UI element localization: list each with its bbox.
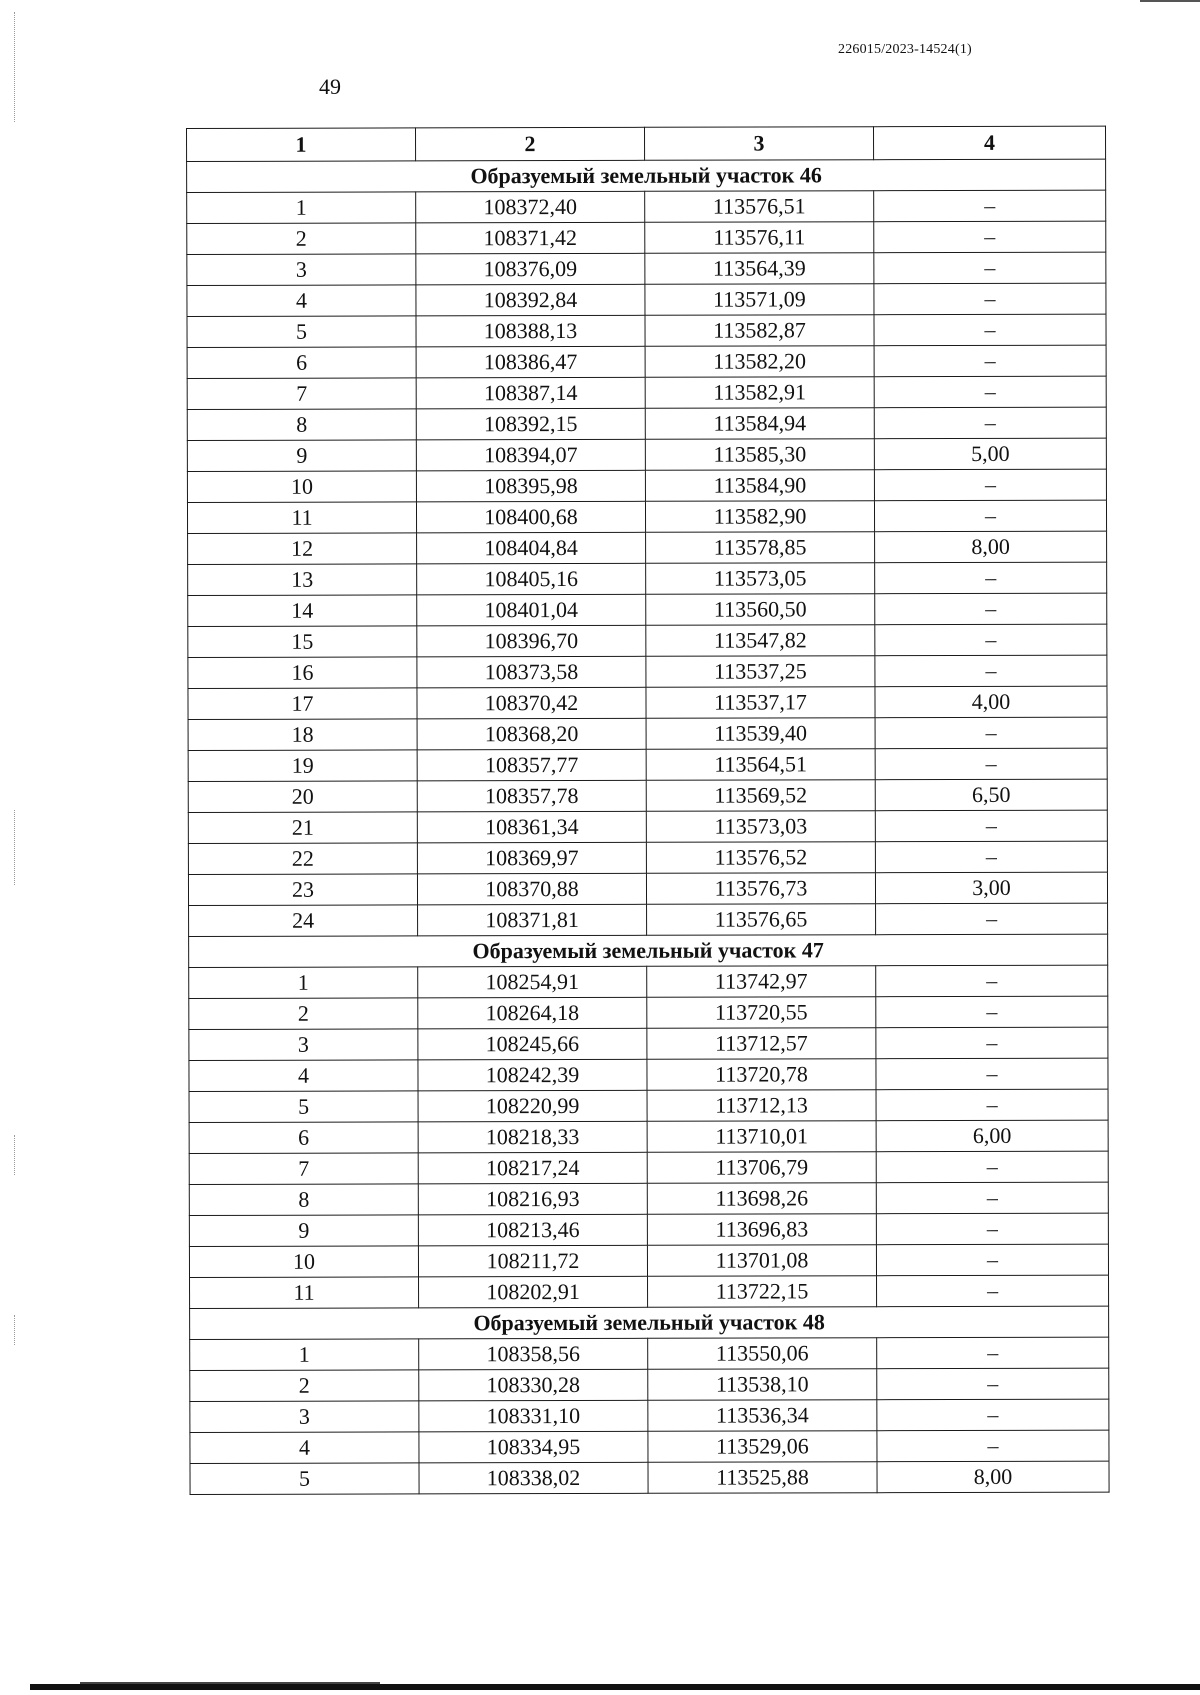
x-coordinate-cell: 108357,77: [417, 749, 646, 781]
table-row: [190, 1461, 1109, 1494]
margin-scan-dots: [14, 1135, 18, 1175]
value-cell: 5,00: [874, 438, 1106, 470]
value-cell: –: [875, 655, 1107, 687]
value-cell: –: [875, 748, 1107, 780]
point-number-cell: 9: [189, 1215, 418, 1247]
table-row: [190, 1337, 1109, 1370]
point-number-cell: 22: [188, 843, 417, 875]
table-row: [188, 748, 1107, 781]
value-cell: –: [876, 965, 1108, 997]
point-number-cell: 11: [190, 1277, 419, 1309]
point-number-cell: 2: [187, 223, 416, 255]
y-coordinate-cell: 113582,90: [645, 501, 874, 533]
value-cell: –: [874, 376, 1106, 408]
point-number-cell: 9: [187, 440, 416, 472]
y-coordinate-cell: 113712,13: [647, 1090, 876, 1122]
point-number-cell: 12: [188, 533, 417, 565]
value-cell: –: [875, 810, 1107, 842]
y-coordinate-cell: 113576,65: [647, 904, 876, 936]
x-coordinate-cell: 108254,91: [418, 966, 647, 998]
header-cell: 2: [416, 127, 645, 161]
y-coordinate-cell: 113578,85: [646, 532, 875, 564]
value-cell: –: [874, 314, 1106, 346]
table-row: [188, 810, 1107, 843]
header-cell: 1: [187, 128, 416, 162]
x-coordinate-cell: 108213,46: [418, 1214, 647, 1246]
value-cell: –: [876, 1089, 1108, 1121]
x-coordinate-cell: 108396,70: [417, 625, 646, 657]
x-coordinate-cell: 108361,34: [417, 811, 646, 843]
table-row: [187, 252, 1106, 285]
table-row: [189, 996, 1108, 1029]
value-cell: –: [877, 1275, 1109, 1307]
y-coordinate-cell: 113547,82: [646, 625, 875, 657]
x-coordinate-cell: 108242,39: [418, 1059, 647, 1091]
x-coordinate-cell: 108220,99: [418, 1090, 647, 1122]
point-number-cell: 4: [189, 1060, 418, 1092]
section-title: Образуемый земельный участок 46: [187, 159, 1106, 192]
point-number-cell: 4: [190, 1432, 419, 1464]
value-cell: –: [876, 903, 1108, 935]
y-coordinate-cell: 113576,11: [645, 222, 874, 254]
point-number-cell: 17: [188, 688, 417, 720]
y-coordinate-cell: 113698,26: [647, 1183, 876, 1215]
table-row: [189, 1058, 1108, 1091]
point-number-cell: 16: [188, 657, 417, 689]
point-number-cell: 10: [189, 1246, 418, 1278]
x-coordinate-cell: 108331,10: [419, 1400, 648, 1432]
y-coordinate-cell: 113564,51: [646, 749, 875, 781]
value-cell: –: [877, 1430, 1109, 1462]
point-number-cell: 11: [187, 502, 416, 534]
y-coordinate-cell: 113696,83: [647, 1214, 876, 1246]
value-cell: –: [876, 1151, 1108, 1183]
y-coordinate-cell: 113701,08: [647, 1245, 876, 1277]
value-cell: –: [874, 407, 1106, 439]
x-coordinate-cell: 108202,91: [419, 1276, 648, 1308]
value-cell: –: [875, 562, 1107, 594]
scan-bottom-edge: [30, 1684, 1200, 1690]
point-number-cell: 18: [188, 719, 417, 751]
value-cell: –: [874, 345, 1106, 377]
point-number-cell: 15: [188, 626, 417, 658]
y-coordinate-cell: 113539,40: [646, 718, 875, 750]
x-coordinate-cell: 108264,18: [418, 997, 647, 1029]
y-coordinate-cell: 113538,10: [648, 1369, 877, 1401]
table-row: [189, 965, 1108, 998]
point-number-cell: 13: [188, 564, 417, 596]
y-coordinate-cell: 113582,87: [645, 315, 874, 347]
x-coordinate-cell: 108369,97: [417, 842, 646, 874]
value-cell: –: [874, 469, 1106, 501]
x-coordinate-cell: 108392,84: [416, 284, 645, 316]
x-coordinate-cell: 108370,88: [417, 873, 646, 905]
value-cell: –: [874, 190, 1106, 222]
y-coordinate-cell: 113584,94: [645, 408, 874, 440]
x-coordinate-cell: 108386,47: [416, 346, 645, 378]
table-row: [189, 1244, 1108, 1277]
point-number-cell: 5: [187, 316, 416, 348]
point-number-cell: 24: [189, 905, 418, 937]
point-number-cell: 1: [189, 967, 418, 999]
y-coordinate-cell: 113573,05: [646, 563, 875, 595]
value-cell: –: [874, 283, 1106, 315]
table-row: [190, 1430, 1109, 1463]
point-number-cell: 5: [189, 1091, 418, 1123]
y-coordinate-cell: 113529,06: [648, 1431, 877, 1463]
point-number-cell: 21: [188, 812, 417, 844]
section-header-row: [187, 159, 1106, 192]
y-coordinate-cell: 113576,51: [645, 191, 874, 223]
table-row: [189, 1213, 1108, 1246]
y-coordinate-cell: 113706,79: [647, 1152, 876, 1184]
value-cell: –: [876, 1244, 1108, 1276]
x-coordinate-cell: 108338,02: [419, 1462, 648, 1494]
value-cell: –: [874, 221, 1106, 253]
x-coordinate-cell: 108392,15: [416, 408, 645, 440]
point-number-cell: 10: [187, 471, 416, 503]
value-cell: –: [875, 624, 1107, 656]
y-coordinate-cell: 113525,88: [648, 1462, 877, 1494]
table-row: [189, 1120, 1108, 1153]
y-coordinate-cell: 113573,03: [646, 811, 875, 843]
value-cell: 8,00: [877, 1461, 1109, 1493]
margin-scan-dots: [14, 810, 18, 885]
y-coordinate-cell: 113582,91: [645, 377, 874, 409]
table-row: [187, 407, 1106, 440]
value-cell: –: [877, 1399, 1109, 1431]
x-coordinate-cell: 108371,42: [416, 222, 645, 254]
point-number-cell: 20: [188, 781, 417, 813]
table-row: [188, 717, 1107, 750]
y-coordinate-cell: 113536,34: [648, 1400, 877, 1432]
table-row: [190, 1275, 1109, 1308]
value-cell: –: [876, 1182, 1108, 1214]
value-cell: –: [875, 717, 1107, 749]
table-row: [188, 872, 1107, 905]
y-coordinate-cell: 113712,57: [647, 1028, 876, 1060]
header-cell: 4: [873, 126, 1105, 160]
x-coordinate-cell: 108405,16: [417, 563, 646, 595]
x-coordinate-cell: 108372,40: [416, 191, 645, 223]
value-cell: –: [877, 1368, 1109, 1400]
section-title: Образуемый земельный участок 48: [190, 1306, 1109, 1339]
x-coordinate-cell: 108388,13: [416, 315, 645, 347]
value-cell: –: [876, 1213, 1108, 1245]
x-coordinate-cell: 108370,42: [417, 687, 646, 719]
value-cell: –: [876, 1058, 1108, 1090]
table-row: [190, 1368, 1109, 1401]
margin-scan-dots: [14, 1315, 18, 1345]
table-row: [187, 314, 1106, 347]
x-coordinate-cell: 108376,09: [416, 253, 645, 285]
value-cell: 6,50: [875, 779, 1107, 811]
point-number-cell: 3: [189, 1029, 418, 1061]
point-number-cell: 7: [189, 1153, 418, 1185]
table-row: [189, 1089, 1108, 1122]
value-cell: –: [876, 996, 1108, 1028]
point-number-cell: 1: [190, 1339, 419, 1371]
table-row: [189, 1151, 1108, 1184]
x-coordinate-cell: 108245,66: [418, 1028, 647, 1060]
x-coordinate-cell: 108404,84: [417, 532, 646, 564]
x-coordinate-cell: 108211,72: [418, 1245, 647, 1277]
value-cell: –: [874, 500, 1106, 532]
point-number-cell: 1: [187, 192, 416, 224]
document-id: 226015/2023-14524(1): [838, 42, 972, 57]
table-row: [188, 624, 1107, 657]
point-number-cell: 2: [189, 998, 418, 1030]
x-coordinate-cell: 108218,33: [418, 1121, 647, 1153]
header-row: [187, 126, 1106, 161]
coordinates-table: [186, 126, 1110, 1495]
table-row: [190, 1399, 1109, 1432]
x-coordinate-cell: 108217,24: [418, 1152, 647, 1184]
point-number-cell: 3: [190, 1401, 419, 1433]
value-cell: –: [875, 841, 1107, 873]
y-coordinate-cell: 113742,97: [647, 966, 876, 998]
value-cell: 6,00: [876, 1120, 1108, 1152]
x-coordinate-cell: 108371,81: [418, 904, 647, 936]
section-header-row: [190, 1306, 1109, 1339]
point-number-cell: 7: [187, 378, 416, 410]
table-row: [187, 438, 1106, 471]
table-row: [188, 655, 1107, 688]
y-coordinate-cell: 113576,73: [646, 873, 875, 905]
x-coordinate-cell: 108368,20: [417, 718, 646, 750]
y-coordinate-cell: 113537,25: [646, 656, 875, 688]
point-number-cell: 23: [188, 874, 417, 906]
x-coordinate-cell: 108357,78: [417, 780, 646, 812]
y-coordinate-cell: 113720,78: [647, 1059, 876, 1091]
point-number-cell: 3: [187, 254, 416, 286]
y-coordinate-cell: 113722,15: [648, 1276, 877, 1308]
y-coordinate-cell: 113569,52: [646, 780, 875, 812]
table-row: [189, 903, 1108, 936]
y-coordinate-cell: 113564,39: [645, 253, 874, 285]
y-coordinate-cell: 113710,01: [647, 1121, 876, 1153]
y-coordinate-cell: 113550,06: [648, 1338, 877, 1370]
value-cell: 4,00: [875, 686, 1107, 718]
table-row: [187, 469, 1106, 502]
point-number-cell: 6: [187, 347, 416, 379]
table-row: [188, 686, 1107, 719]
x-coordinate-cell: 108334,95: [419, 1431, 648, 1463]
section-header-row: [189, 934, 1108, 967]
table-row: [188, 841, 1107, 874]
point-number-cell: 19: [188, 750, 417, 782]
y-coordinate-cell: 113576,52: [646, 842, 875, 874]
x-coordinate-cell: 108387,14: [416, 377, 645, 409]
table-row: [189, 1027, 1108, 1060]
point-number-cell: 8: [187, 409, 416, 441]
y-coordinate-cell: 113584,90: [645, 470, 874, 502]
point-number-cell: 4: [187, 285, 416, 317]
table-row: [187, 376, 1106, 409]
header-cell: 3: [644, 127, 873, 161]
value-cell: 8,00: [875, 531, 1107, 563]
point-number-cell: 14: [188, 595, 417, 627]
table-row: [187, 221, 1106, 254]
point-number-cell: 8: [189, 1184, 418, 1216]
table-row: [188, 531, 1107, 564]
value-cell: –: [876, 1027, 1108, 1059]
x-coordinate-cell: 108395,98: [416, 470, 645, 502]
y-coordinate-cell: 113571,09: [645, 284, 874, 316]
x-coordinate-cell: 108400,68: [416, 501, 645, 533]
table-row: [188, 779, 1107, 812]
x-coordinate-cell: 108216,93: [418, 1183, 647, 1215]
table-row: [187, 500, 1106, 533]
margin-scan-dots: [14, 12, 18, 122]
table-row: [189, 1182, 1108, 1215]
table-row: [187, 190, 1106, 223]
y-coordinate-cell: 113537,17: [646, 687, 875, 719]
table-row: [188, 593, 1107, 626]
x-coordinate-cell: 108373,58: [417, 656, 646, 688]
point-number-cell: 5: [190, 1463, 419, 1495]
x-coordinate-cell: 108401,04: [417, 594, 646, 626]
value-cell: 3,00: [875, 872, 1107, 904]
y-coordinate-cell: 113585,30: [645, 439, 874, 471]
value-cell: –: [877, 1337, 1109, 1369]
value-cell: –: [874, 252, 1106, 284]
point-number-cell: 2: [190, 1370, 419, 1402]
page-number: 49: [319, 74, 341, 99]
x-coordinate-cell: 108394,07: [416, 439, 645, 471]
table-row: [187, 345, 1106, 378]
section-title: Образуемый земельный участок 47: [189, 934, 1108, 967]
table-row: [188, 562, 1107, 595]
y-coordinate-cell: 113582,20: [645, 346, 874, 378]
y-coordinate-cell: 113560,50: [646, 594, 875, 626]
table-body: [187, 159, 1109, 1494]
value-cell: –: [875, 593, 1107, 625]
y-coordinate-cell: 113720,55: [647, 997, 876, 1029]
x-coordinate-cell: 108330,28: [419, 1369, 648, 1401]
point-number-cell: 6: [189, 1122, 418, 1154]
x-coordinate-cell: 108358,56: [419, 1338, 648, 1370]
scan-edge-mark: [1140, 0, 1200, 2]
page-number-wrap: [0, 74, 1200, 100]
table-row: [187, 283, 1106, 316]
